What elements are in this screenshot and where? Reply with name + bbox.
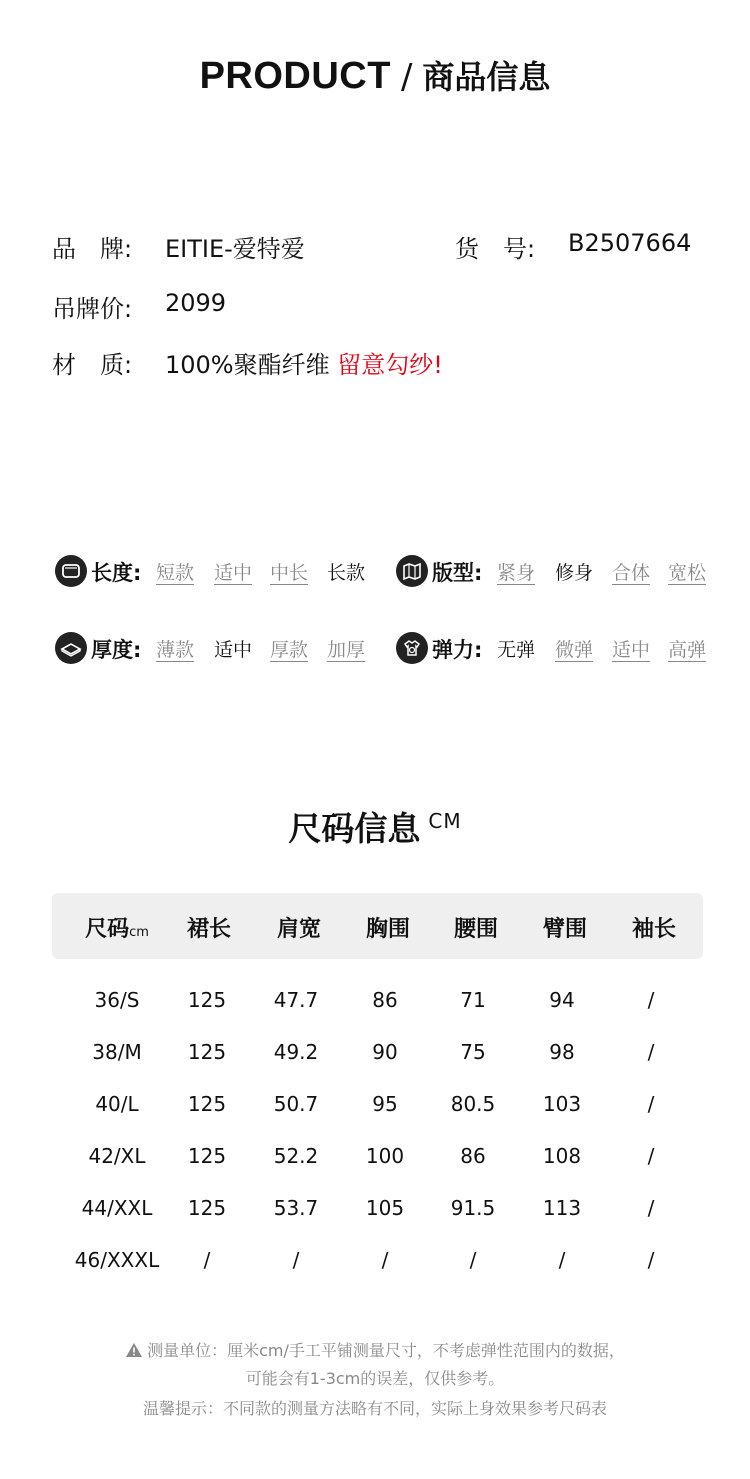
thickness-option-thin: 薄款 [156,639,195,661]
fit-option-tight: 紧身 [497,562,536,584]
cell-skirt-length: 125 [187,1092,227,1116]
cell-sleeve-length: / [647,1248,655,1272]
size-title-unit: CM [428,809,462,833]
elasticity-option-none: 无弹 [497,639,536,661]
price-value: 2099 [165,289,227,317]
cell-sleeve-length: / [647,1040,655,1064]
brand-label: 品 牌: [52,235,133,263]
size-title-text: 尺码信息 [288,809,421,848]
elasticity-option-medium: 适中 [612,639,651,661]
cell-arm: 113 [542,1196,582,1220]
warning-icon [125,1342,143,1362]
cell-bust: 105 [365,1196,405,1220]
length-option-long: 长款 [327,562,366,584]
elasticity-option-slight: 微弹 [555,639,594,661]
item-number-value: B2507664 [568,229,692,257]
cell-size: 44/XXL [81,1196,153,1220]
cell-shoulder-width: 49.2 [273,1040,319,1064]
cell-sleeve-length: / [647,1092,655,1116]
thickness-label: 厚度: [91,638,142,662]
brand-value: EITIE-爱特爱 [165,235,305,263]
cell-shoulder-width: 47.7 [273,988,319,1012]
header-arm: 臂围 [542,917,588,942]
cell-size: 40/L [95,1092,139,1116]
cell-sleeve-length: / [647,1196,655,1220]
material-composition: 100%聚酯纤维 [165,351,330,379]
cell-bust: 95 [372,1092,398,1116]
cell-arm: 94 [549,988,575,1012]
header-bust: 胸围 [365,917,411,942]
measurement-note [0,1338,750,1362]
cell-bust: 100 [365,1144,405,1168]
header-skirt-length: 裙长 [186,917,232,942]
title-chinese: 商品信息 [422,58,551,96]
length-option-short: 短款 [156,562,195,584]
header-size: 尺码cm [85,917,149,942]
cell-waist: 75 [460,1040,486,1064]
cell-skirt-length: 125 [187,1196,227,1220]
note-line-3: 温馨提示：不同款的测量方法略有不同，实际上身效果参考尺码表 [142,1399,607,1418]
cell-size: 46/XXXL [74,1248,160,1272]
note-line-2: 可能会有1-3cm的误差，仅供参考。 [245,1369,505,1388]
cell-arm: 108 [542,1144,582,1168]
cell-waist: / [469,1248,477,1272]
elasticity-option-high: 高弹 [668,639,707,661]
cell-waist: 86 [460,1144,486,1168]
cell-bust: 86 [372,988,398,1012]
cell-arm: / [558,1248,566,1272]
cell-shoulder-width: 52.2 [273,1144,319,1168]
cell-shoulder-width: 53.7 [273,1196,319,1220]
cell-shoulder-width: / [292,1248,300,1272]
cell-waist: 71 [460,988,486,1012]
cell-arm: 103 [542,1092,582,1116]
fit-option-loose: 宽松 [668,562,707,584]
length-option-midlong: 中长 [270,562,309,584]
note-line-1: 测量单位：厘米cm/手工平铺测量尺寸，不考虑弹性范围内的数据， [147,1341,625,1360]
item-number-label: 货 号: [455,235,536,263]
material-label: 材 质: [52,351,133,379]
cell-waist: 91.5 [450,1196,496,1220]
cell-skirt-length: 125 [187,988,227,1012]
elasticity-label: 弹力: [432,638,483,662]
title-separator: / [400,57,413,97]
cell-arm: 98 [549,1040,575,1064]
thickness-option-extra-thick: 加厚 [327,639,366,661]
material-warning: 留意勾纱! [337,351,443,379]
cell-bust: / [381,1248,389,1272]
thickness-option-medium: 适中 [214,639,253,661]
cell-size: 42/XL [88,1144,146,1168]
cell-skirt-length: 125 [187,1040,227,1064]
length-label: 长度: [91,561,142,585]
header-shoulder-width: 肩宽 [276,917,322,942]
cell-sleeve-length: / [647,988,655,1012]
fit-option-regular: 合体 [612,562,651,584]
cell-sleeve-length: / [647,1144,655,1168]
title-english: PRODUCT [199,55,391,97]
price-label: 吊牌价: [52,295,133,323]
header-sleeve-length: 袖长 [631,917,677,942]
cell-size: 38/M [92,1040,142,1064]
cell-skirt-length: / [203,1248,211,1272]
fit-label: 版型: [432,561,483,585]
cell-shoulder-width: 50.7 [273,1092,319,1116]
cell-skirt-length: 125 [187,1144,227,1168]
fit-option-slim: 修身 [555,562,594,584]
cell-size: 36/S [94,988,140,1012]
header-waist: 腰围 [453,917,499,942]
length-option-medium: 适中 [214,562,253,584]
cell-waist: 80.5 [450,1092,496,1116]
cell-bust: 90 [372,1040,398,1064]
thickness-option-thick: 厚款 [270,639,309,661]
